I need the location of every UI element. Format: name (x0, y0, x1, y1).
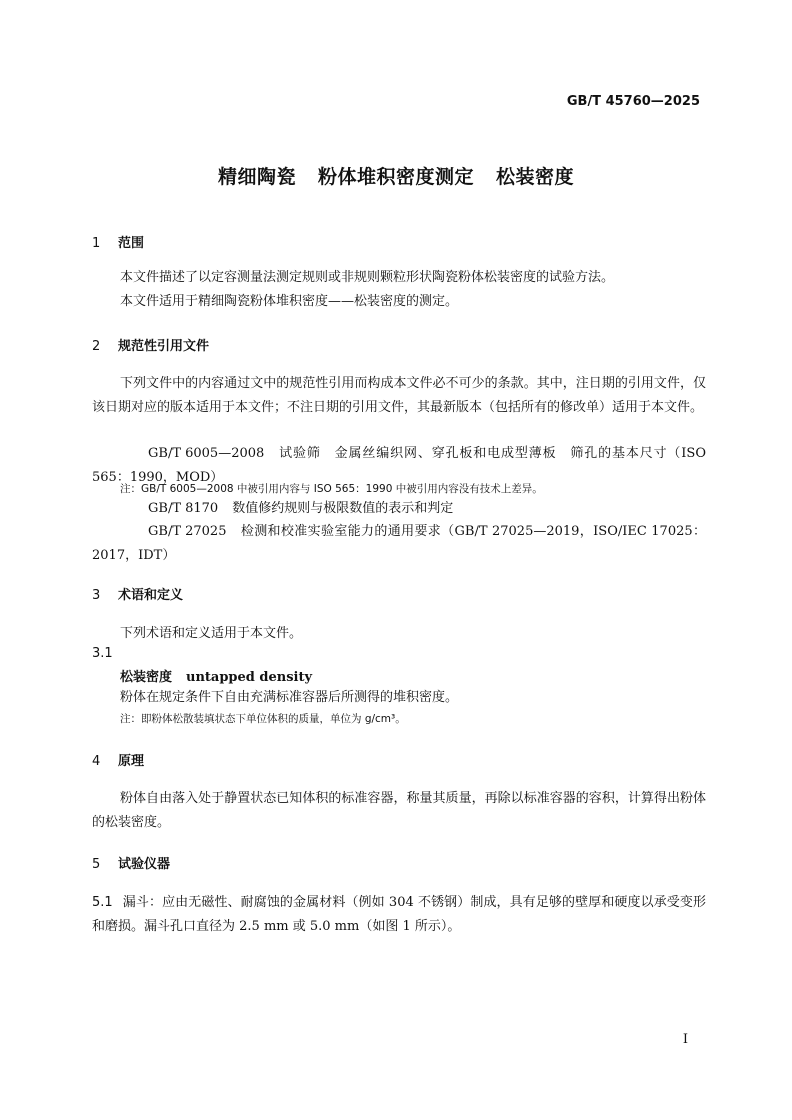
title-part-2: 粉体堆积密度测定 (317, 166, 474, 188)
section-title: 术语和定义 (118, 588, 184, 603)
section-number: 4 (92, 754, 101, 769)
subclause-number: 3.1 (92, 646, 113, 661)
section-number: 3 (92, 588, 101, 603)
section-title: 范围 (118, 236, 145, 251)
term-note: 注：即粉体松散装填状态下单位体积的质量，单位为 g/cm³。 (120, 713, 406, 725)
section-2-heading (92, 335, 209, 354)
subclause-text: 漏斗：应由无磁性、耐腐蚀的金属材料（例如 304 不锈钢）制成，具有足够的壁厚和硬度以承受变形和磨损。漏斗孔口直径为 2.5 mm 或 5.0 mm（如图 1 所示）。 (92, 895, 706, 934)
title-part-3: 松装密度 (496, 166, 575, 188)
section-title: 原理 (118, 754, 145, 769)
reference-code: GB/T 6005—2008 (148, 446, 265, 461)
reference-title: 数值修约规则与极限数值的表示和判定 (232, 501, 454, 516)
reference-title: 检测和校准实验室能力的通用要求（GB/T 27025—2019，ISO/IEC 17025：2017，IDT） (92, 524, 706, 563)
standard-code: GB/T 45760—2025 (566, 94, 700, 109)
title-part-1: 精细陶瓷 (217, 166, 296, 188)
reference-code: GB/T 27025 (148, 524, 227, 539)
section-number: 2 (92, 339, 101, 354)
subclause-5-1 (92, 891, 706, 939)
page-number: I (682, 1032, 688, 1047)
term-definition: 粉体在规定条件下自由充满标准容器后所测得的堆积密度。 (120, 690, 459, 705)
section-3-heading (92, 584, 183, 603)
section-1-paragraph-2: 本文件适用于精细陶瓷粉体堆积密度——松装密度的测定。 (120, 294, 459, 309)
reference-title: 试验筛 金属丝编织网、穿孔板和电成型薄板 筛孔的基本尺寸（ISO 565：1990，MOD） (92, 446, 706, 485)
subclause-number: 5.1 (92, 895, 113, 910)
section-1-paragraph-1: 本文件描述了以定容测量法测定规则或非规则颗粒形状陶瓷粉体松装密度的试验方法。 (120, 270, 615, 285)
section-3-paragraph-1: 下列术语和定义适用于本文件。 (120, 626, 303, 641)
section-1-heading (92, 232, 144, 251)
section-number: 1 (92, 236, 101, 251)
reference-code: GB/T 8170 (148, 501, 219, 516)
section-4-heading (92, 750, 144, 769)
section-title: 试验仪器 (118, 857, 171, 872)
reference-1-note: 注：GB/T 6005—2008 中被引用内容与 ISO 565：1990 中被引用内容没有技术上差异。 (120, 483, 543, 495)
section-2-paragraph-1: 下列文件中的内容通过文中的规范性引用而构成本文件必不可少的条款。其中，注日期的引用文件，仅该日期对应的版本适用于本文件；不注日期的引用文件，其最新版本（包括所有的修改单）适用于本文件。 (92, 376, 706, 415)
document-title (0, 162, 792, 189)
section-4-paragraph-1: 粉体自由落入处于静置状态已知体积的标准容器，称量其质量，再除以标准容器的容积，计算得出粉体的松装密度。 (92, 791, 706, 830)
term-chinese: 松装密度 (120, 670, 173, 685)
term-entry (120, 666, 312, 685)
reference-3 (92, 520, 706, 568)
reference-2 (92, 497, 706, 521)
section-title: 规范性引用文件 (118, 339, 210, 354)
term-english: untapped density (186, 670, 313, 685)
section-number: 5 (92, 857, 101, 872)
section-5-heading (92, 853, 170, 872)
